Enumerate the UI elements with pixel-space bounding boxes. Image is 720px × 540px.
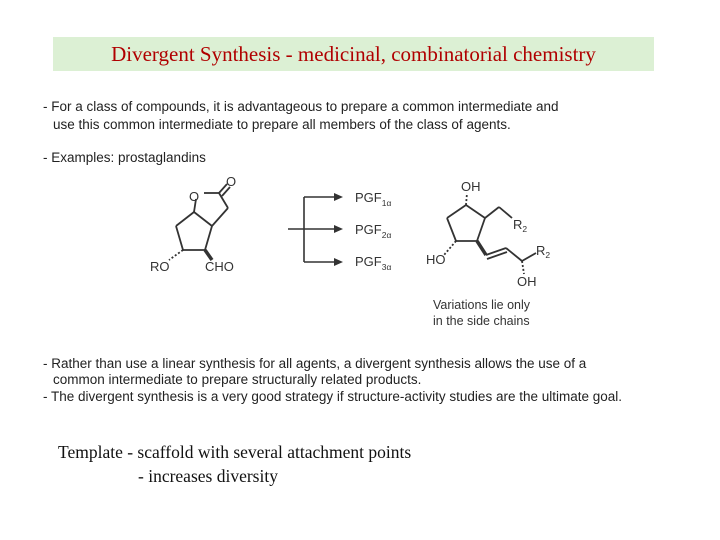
template-line-1: Template - scaffold with several attachment points [58,442,412,462]
cho-label: CHO [205,259,234,274]
bullet-3-line-1: - Rather than use a linear synthesis for all agents, a divergent synthesis allows the use of a [43,356,587,371]
product-pgf2a: $PGF_{2\alpha}$ [355,222,392,240]
target-oh-top-label: OH [461,179,481,194]
target-r2-lower-label: $R_2$ [536,243,551,260]
divergent-arrows [288,193,343,266]
bullet-2: - Examples: prostaglandins [43,150,206,165]
bullet-3-line-2: common intermediate to prepare structurally related products. [53,372,422,387]
target-oh-bottom-label: OH [517,274,537,289]
template-line-2: - increases diversity [138,466,278,486]
ro-label: RO [150,259,170,274]
slide-title: Divergent Synthesis - medicinal, combinatorial chemistry [111,41,596,66]
target-r2-upper-label: $R_2$ [513,217,528,234]
variation-note [433,297,530,329]
bullet-4: - The divergent synthesis is a very good strategy if structure-activity studies are the ultimate goal. [43,389,623,404]
common-intermediate-structure [169,184,230,260]
product-pgf3a: $PGF_{3\alpha}$ [355,254,392,272]
variation-note-line-2: in the side chains [433,314,530,328]
bullet-1-line-1: - For a class of compounds, it is advantageous to prepare a common intermediate and [43,99,559,114]
target-ho-label: HO [426,252,446,267]
variation-note-line-1: Variations lie only [433,298,531,312]
carbonyl-oxygen-label: O [226,174,237,189]
ring-oxygen-label: O [189,189,200,204]
product-pgf1a: $PGF_{1\alpha}$ [355,190,392,208]
bullet-1-line-2: use this common intermediate to prepare all members of the class of agents. [53,117,511,132]
